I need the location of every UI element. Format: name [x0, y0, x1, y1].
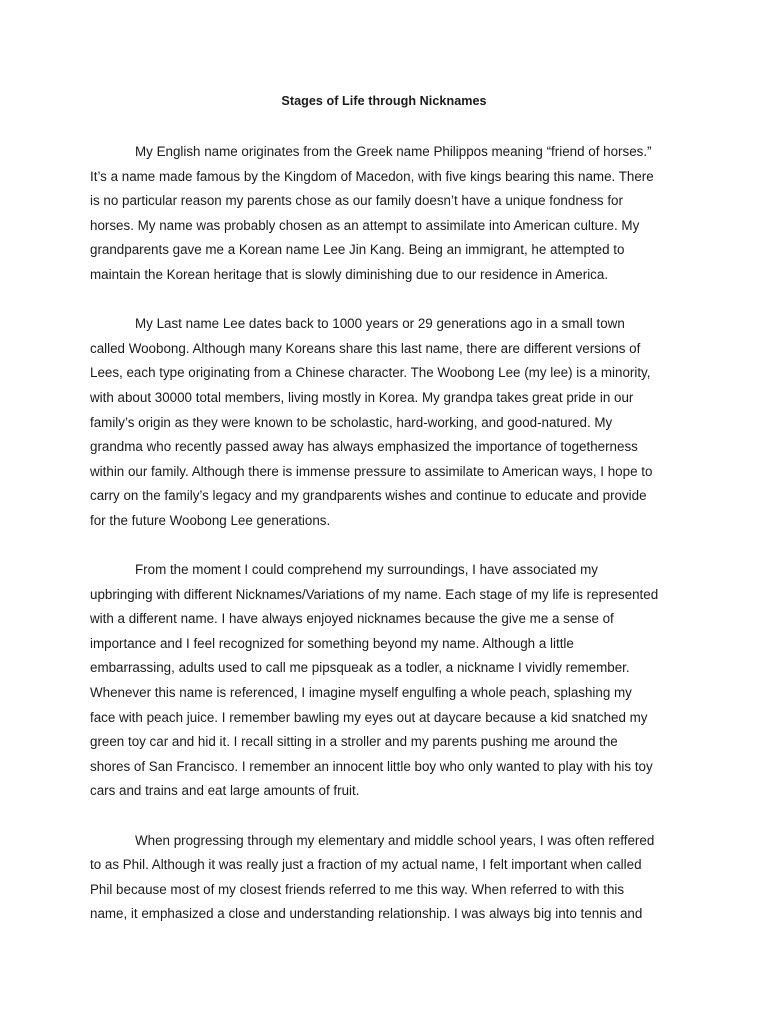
paragraph-line: embarrassing, adults used to call me pipsqueak as a todler, a nickname I vividly remember.	[90, 660, 630, 676]
paragraph-line: with about 30000 total members, living mostly in Korea. My grandpa takes great pride in our	[90, 389, 634, 405]
paragraph-line: Whenever this name is referenced, I imagine myself engulfing a whole peach, splashing my	[90, 685, 632, 701]
paragraph-line: From the moment I could comprehend my surroundings, I have associated my	[135, 562, 598, 578]
paragraph-line: shores of San Francisco. I remember an innocent little boy who only wanted to play with his toy	[90, 758, 653, 774]
paragraph-line: grandparents gave me a Korean name Lee Jin Kang. Being an immigrant, he attempted to	[90, 242, 625, 258]
document-title: Stages of Life through Nicknames	[281, 94, 487, 108]
paragraph-line: It’s a name made famous by the Kingdom of Macedon, with five kings bearing this name. There	[90, 168, 654, 184]
paragraph-line: carry on the family’s legacy and my grandparents wishes and continue to educate and provide	[90, 488, 647, 504]
paragraph-line: name, it emphasized a close and understanding relationship. I was always big into tennis and	[90, 906, 643, 922]
paragraph-line: My Last name Lee dates back to 1000 years or 29 generations ago in a small town	[135, 316, 625, 332]
paragraph	[90, 312, 678, 533]
paragraph-line: upbringing with different Nicknames/Variations of my name. Each stage of my life is represented	[90, 586, 659, 602]
paragraph-line: green toy car and hid it. I recall sitting in a stroller and my parents pushing me around the	[90, 734, 618, 750]
paragraph-line: Phil because most of my closest friends referred to me this way. When referred to with this	[90, 881, 625, 897]
paragraph	[90, 140, 678, 288]
document-body	[90, 140, 678, 952]
paragraph-line: called Woobong. Although many Koreans share this last name, there are different versions of	[90, 340, 641, 356]
paragraph-line: horses. My name was probably chosen as an attempt to assimilate into American culture. My	[90, 217, 640, 233]
paragraph-line: importance and I feel recognized for something beyond my name. Although a little	[90, 635, 574, 651]
paragraph-line: grandma who recently passed away has always emphasized the importance of togetherness	[90, 439, 638, 455]
paragraph-line: for the future Woobong Lee generations.	[90, 512, 331, 528]
paragraph-line: When progressing through my elementary and middle school years, I was often reffered	[135, 832, 655, 848]
paragraph-line: face with peach juice. I remember bawling my eyes out at daycare because a kid snatched my	[90, 709, 648, 725]
paragraph-line: Lees, each type originating from a Chinese character. The Woobong Lee (my lee) is a minority,	[90, 365, 651, 381]
paragraph-line: family’s origin as they were known to be scholastic, hard-working, and good-natured. My	[90, 414, 613, 430]
paragraph-line: to as Phil. Although it was really just a fraction of my actual name, I felt important when called	[90, 857, 642, 873]
paragraph-line: cars and trains and eat large amounts of fruit.	[90, 783, 360, 799]
paragraph-line: is no particular reason my parents chose as our family doesn’t have a unique fondness for	[90, 193, 623, 209]
paragraph-line: with a different name. I have always enjoyed nicknames because the give me a sense of	[90, 611, 614, 627]
paragraph	[90, 829, 678, 927]
paragraph-line: within our family. Although there is immense pressure to assimilate to American ways, I hope to	[90, 463, 653, 479]
paragraph-line: maintain the Korean heritage that is slowly diminishing due to our residence in America.	[90, 266, 609, 282]
paragraph-line: My English name originates from the Greek name Philippos meaning “friend of horses.”	[135, 144, 652, 159]
paragraph	[90, 558, 678, 804]
